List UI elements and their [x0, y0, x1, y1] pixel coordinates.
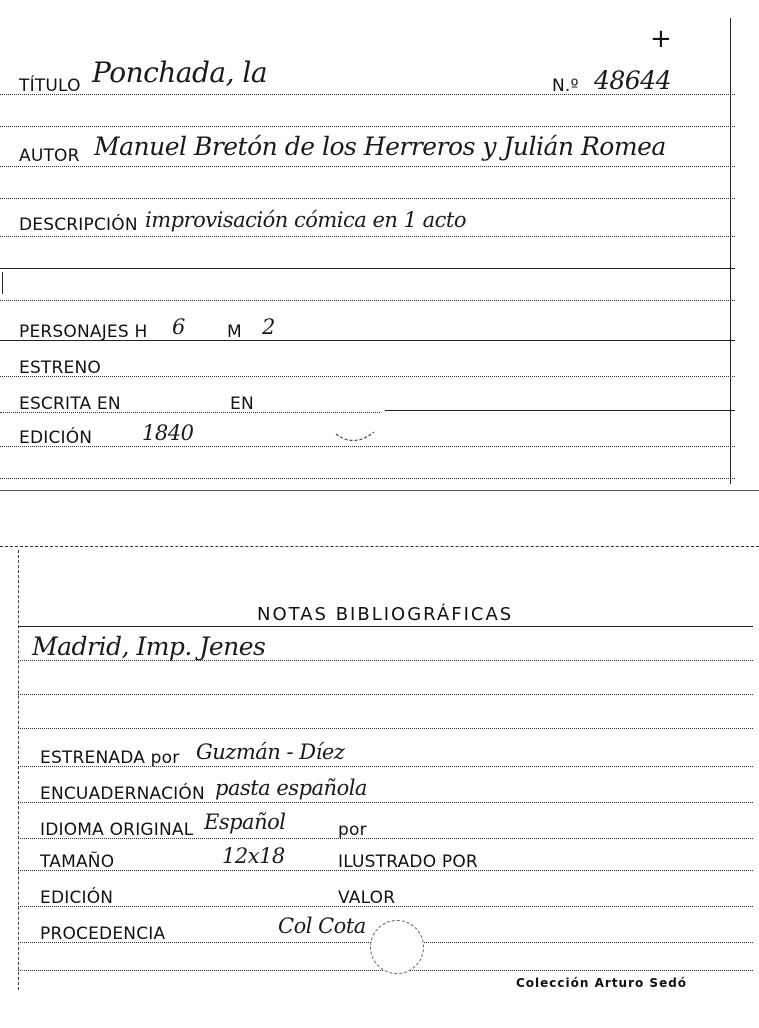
rule	[18, 728, 753, 729]
top-catalog-card	[0, 0, 759, 492]
titulo-label: TÍTULO	[19, 76, 81, 96]
card-top-edge	[0, 546, 759, 547]
encuadernacion-value: pasta española	[215, 776, 367, 800]
tamano-value: 12x18	[222, 844, 285, 868]
edicion-label-2: EDICIÓN	[40, 888, 114, 908]
descripcion-label: DESCRIPCIÓN	[19, 215, 138, 235]
rule	[18, 838, 753, 839]
personajes-label: PERSONAJES H	[19, 322, 148, 342]
rule	[18, 870, 753, 871]
rule	[0, 478, 735, 479]
rule	[18, 660, 753, 661]
rule	[18, 906, 753, 907]
rule	[0, 300, 735, 301]
rule	[18, 694, 753, 695]
left-tick	[2, 272, 3, 294]
idioma-por-label: por	[338, 820, 367, 840]
rule	[0, 340, 735, 341]
plus-mark: +	[650, 24, 672, 54]
personajes-m-label: M	[227, 322, 242, 342]
procedencia-label: PROCEDENCIA	[40, 924, 166, 944]
smudge-mark	[330, 420, 380, 446]
estrenada-value: Guzmán - Díez	[196, 740, 345, 764]
estreno-label: ESTRENO	[19, 358, 101, 378]
notas-value: Madrid, Imp. Jenes	[32, 632, 266, 661]
rule	[0, 166, 735, 167]
rule	[18, 626, 753, 627]
rule	[18, 802, 753, 803]
estrenada-label: ESTRENADA por	[40, 748, 180, 768]
rule	[0, 94, 735, 95]
encuadernacion-label: ENCUADERNACIÓN	[40, 784, 205, 804]
escrita-label: ESCRITA EN	[19, 394, 121, 414]
titulo-value: Ponchada, la	[92, 56, 268, 89]
personajes-m-value: 2	[262, 315, 275, 339]
personajes-h-value: 6	[172, 315, 185, 339]
rule	[18, 766, 753, 767]
edicion-value: 1840	[142, 421, 194, 445]
collection-credit: Colección Arturo Sedó	[516, 976, 688, 990]
rule	[0, 236, 735, 237]
rule	[0, 446, 735, 447]
rule	[0, 126, 735, 127]
rule	[0, 268, 735, 269]
descripcion-value: improvisación cómica en 1 acto	[145, 208, 466, 232]
ilustrado-label: ILUSTRADO POR	[338, 852, 478, 872]
tamano-label: TAMAÑO	[40, 852, 115, 872]
numero-label: N.º	[552, 76, 579, 96]
rule	[0, 412, 380, 413]
card-right-edge	[730, 18, 731, 484]
autor-label: AUTOR	[19, 146, 80, 166]
procedencia-value: Col Cota	[278, 914, 366, 938]
idioma-value: Español	[204, 810, 286, 834]
stamp-mark	[370, 920, 424, 974]
rule	[0, 376, 735, 377]
rule	[385, 410, 735, 411]
card-bottom-edge	[0, 490, 759, 491]
notas-heading: NOTAS BIBLIOGRÁFICAS	[257, 604, 514, 625]
card-left-edge	[18, 550, 19, 990]
escrita-en-label: EN	[230, 394, 254, 414]
valor-label: VALOR	[338, 888, 396, 908]
autor-value: Manuel Bretón de los Herreros y Julián Romea	[94, 132, 666, 161]
edicion-label: EDICIÓN	[19, 428, 93, 448]
idioma-label: IDIOMA ORIGINAL	[40, 820, 194, 840]
numero-value: 48644	[594, 66, 672, 95]
rule	[0, 198, 735, 199]
bottom-catalog-card	[0, 540, 759, 1010]
